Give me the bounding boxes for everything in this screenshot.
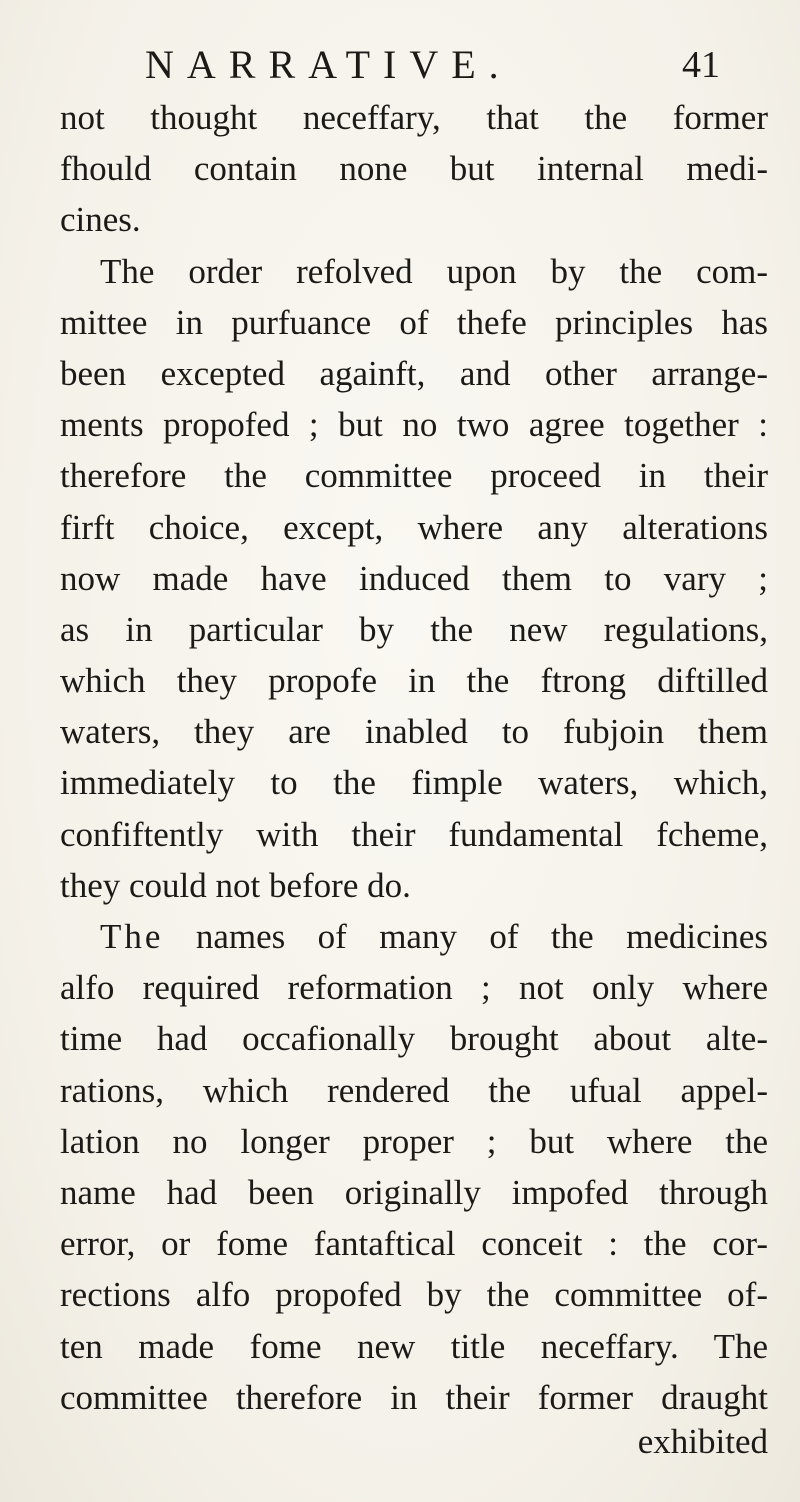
small-caps-lead: The: [100, 917, 164, 956]
paragraph-first-line: [60, 911, 768, 962]
text-line: ments propofed ; but no two agree together :: [60, 405, 768, 445]
text-line: confiftently with their fundamental fcheme,: [60, 814, 768, 854]
text-line: been excepted againft, and other arrange-: [60, 353, 768, 393]
text-line: as in particular by the new regulations,: [60, 609, 768, 649]
text-line: alfo required reformation ; not only where: [60, 968, 768, 1008]
text-line: time had occafionally brought about alte-: [60, 1019, 768, 1059]
paragraph-first-line: The order refolved upon by the com-: [100, 251, 768, 291]
text-line: immediately to the fimple waters, which,: [60, 763, 768, 803]
text-line: rations, which rendered the ufual appel-: [60, 1070, 768, 1110]
text-line: which they propofe in the ftrong diftilled: [60, 661, 768, 701]
text-line: mittee in purfuance of thefe principles has: [60, 302, 768, 342]
text-line: committee therefore in their former draught: [60, 1377, 768, 1417]
first-line-rest: names of many of the medicines: [163, 917, 768, 956]
catchword: exhibited: [637, 1422, 768, 1461]
text-line: error, or fome fantaftical conceit : the cor-: [60, 1224, 768, 1264]
text-line: ten made fome new title neceffary. The: [60, 1326, 768, 1366]
text-line: firft choice, except, where any alterations: [60, 507, 768, 547]
running-head-title: NARRATIVE.: [145, 42, 512, 87]
text-line: name had been originally impofed through: [60, 1172, 768, 1212]
page-number: 41: [682, 44, 720, 86]
text-line: therefore the committee proceed in their: [60, 456, 768, 496]
text-line: fhould contain none but internal medi-: [60, 149, 768, 189]
text-line: cines.: [60, 200, 141, 240]
text-line: rections alfo propofed by the committee of-: [60, 1275, 768, 1315]
running-head: [145, 40, 720, 90]
text-line: they could not before do.: [60, 865, 411, 905]
text-line: now made have induced them to vary ;: [60, 558, 768, 598]
text-line: lation no longer proper ; but where the: [60, 1121, 768, 1161]
text-line: waters, they are inabled to fubjoin them: [60, 712, 768, 752]
text-line: not thought neceffary, that the former: [60, 98, 768, 137]
body-text: [60, 92, 768, 1423]
